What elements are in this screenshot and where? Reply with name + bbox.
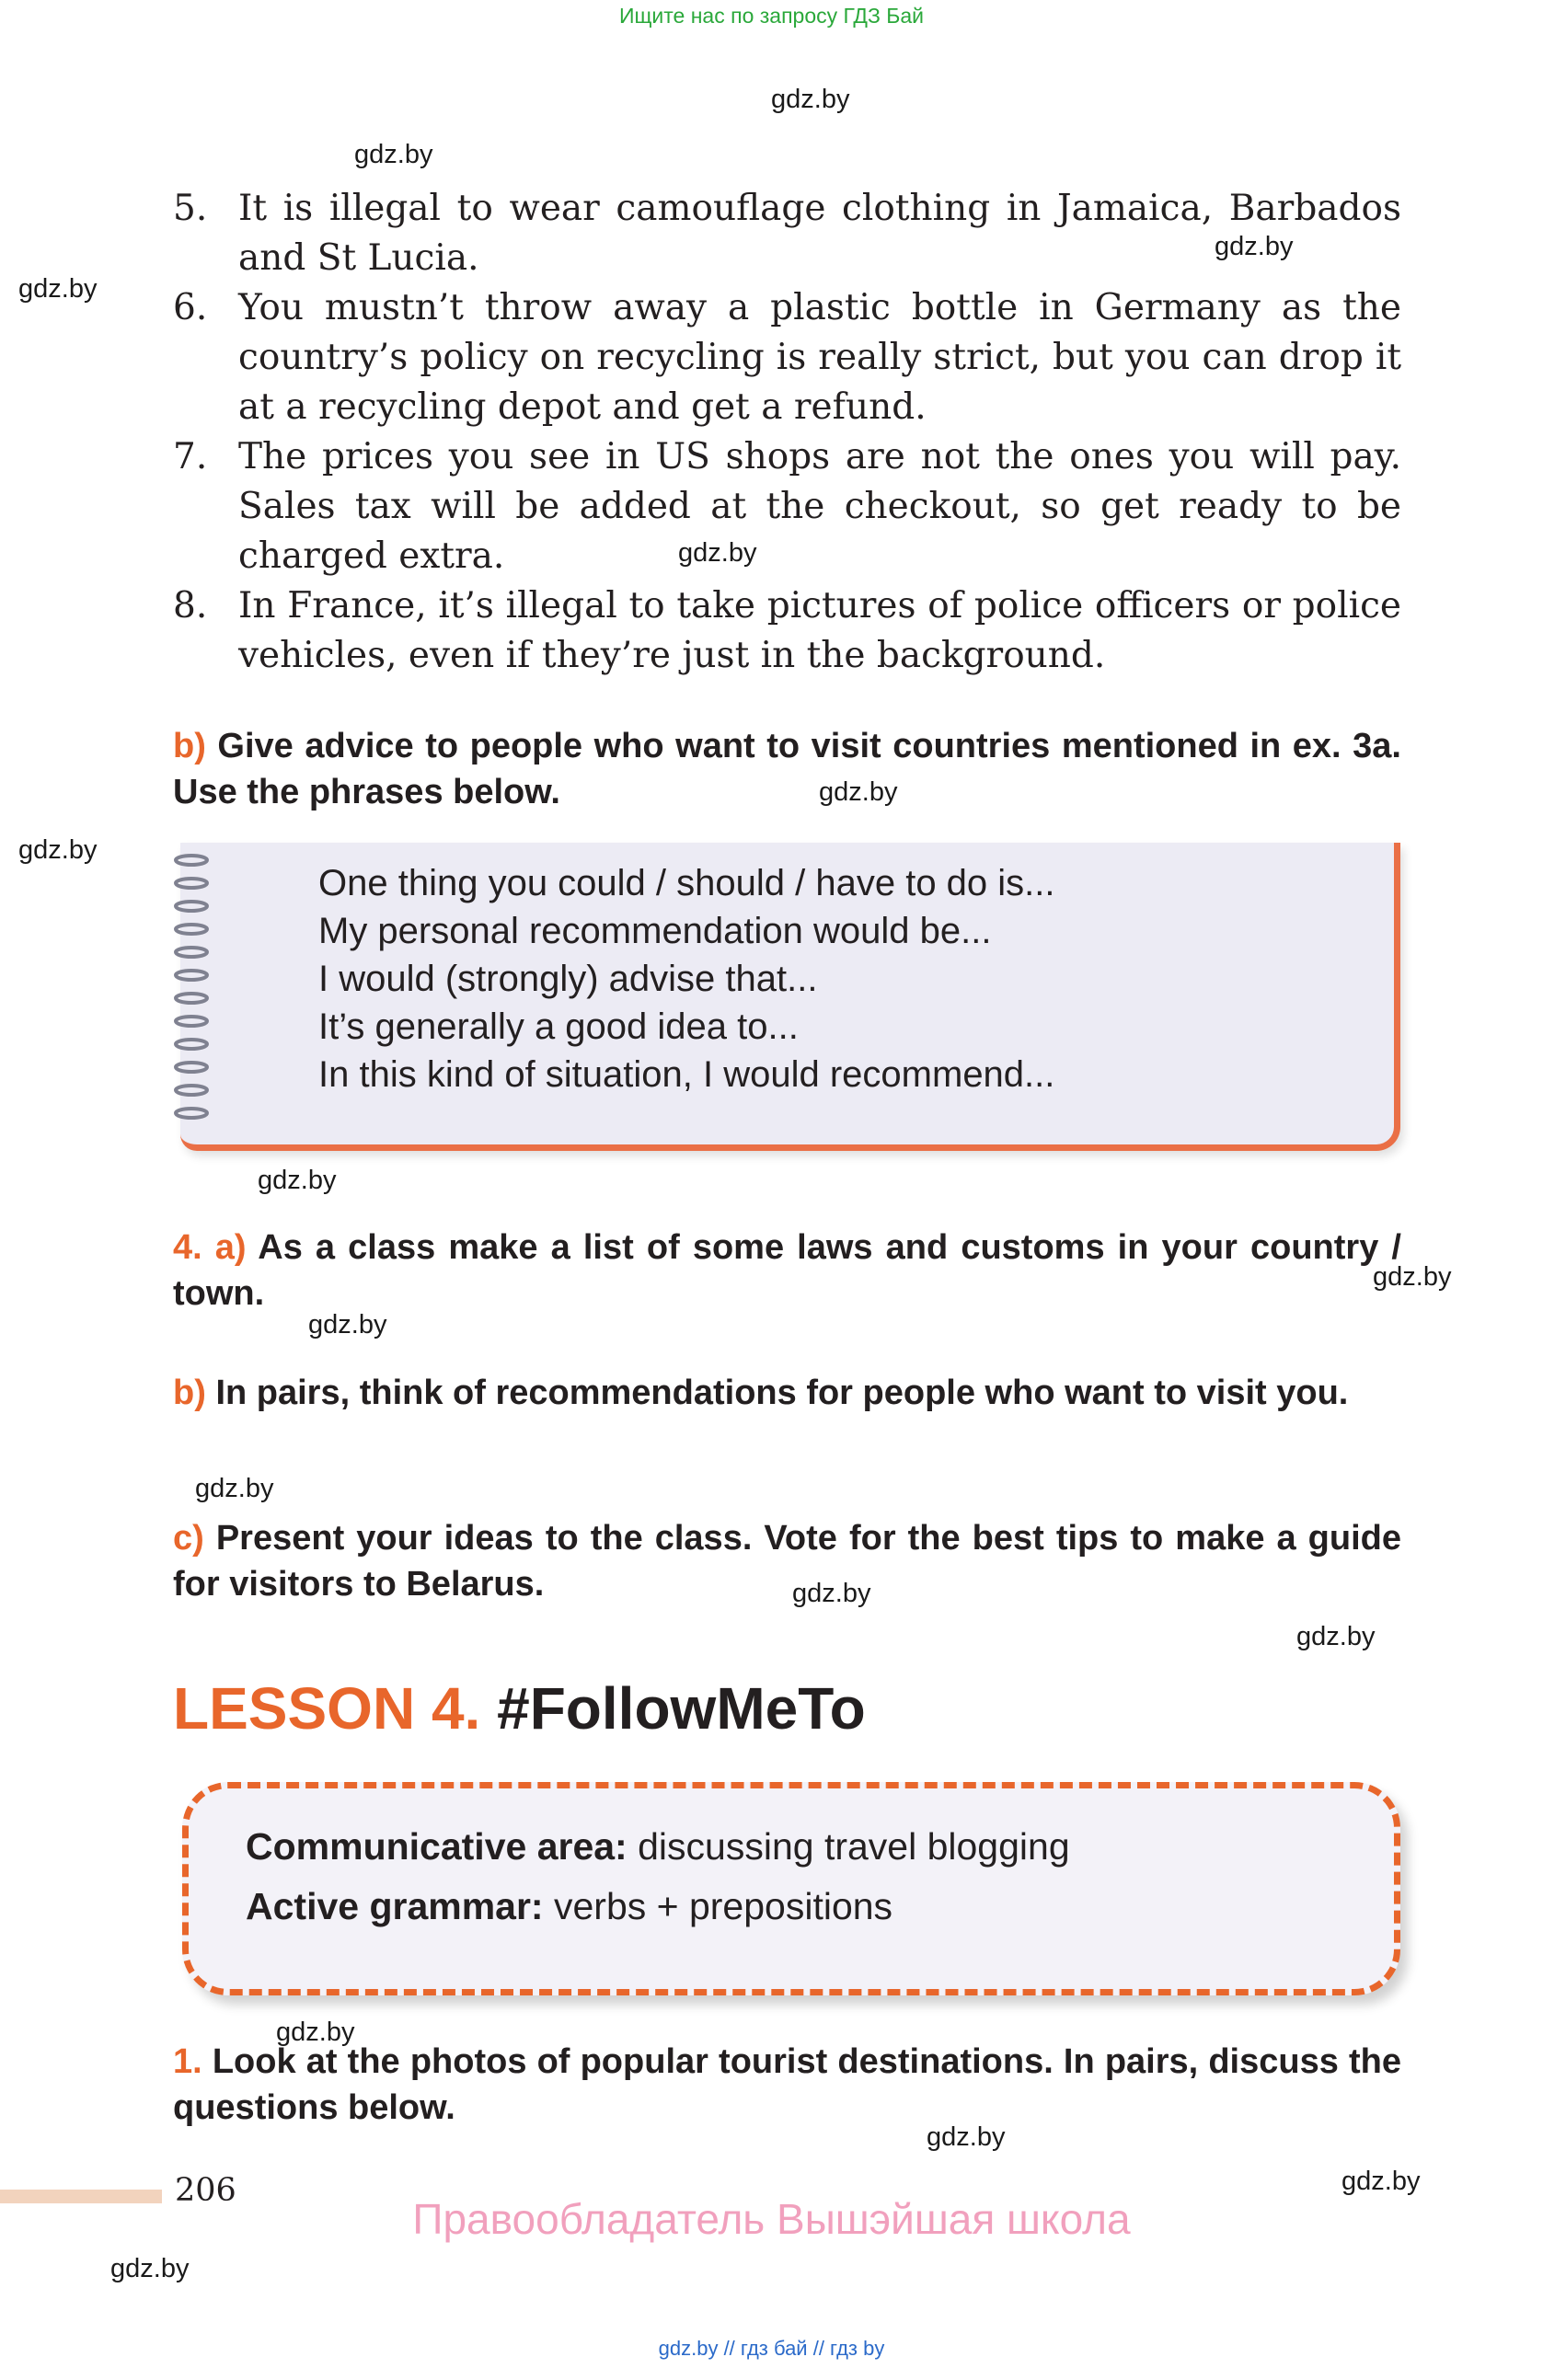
list-text: It is illegal to wear camouflage clothing in Jamaica, Barbados and St Lucia. [238, 188, 1401, 279]
task-1 [173, 2039, 1401, 2131]
task-4b [173, 1370, 1401, 1416]
lesson-heading [173, 1674, 866, 1742]
watermark: gdz.by [18, 835, 98, 865]
communicative-area [246, 1825, 1070, 1868]
page-number: 206 [175, 2172, 236, 2209]
list-text: You mustn’t throw away a plastic bottle in Germany as the country’s policy on recycling is really strict, but you can drop it at a recycling depot and get a refund. [238, 287, 1401, 428]
lesson-label: LESSON 4. [173, 1675, 481, 1742]
rights-holder: Правообладатель Вышэйшая школа [412, 2195, 1131, 2243]
task-marker: 4. a) [173, 1228, 247, 1267]
list-number: 6. [173, 287, 208, 328]
info-label: Communicative area: [246, 1825, 628, 1868]
task-marker: b) [173, 727, 206, 765]
task-3b [173, 723, 1401, 815]
watermark: gdz.by [771, 85, 850, 114]
spiral-ring-icon [173, 1038, 210, 1051]
list-text: In France, it’s illegal to take pictures of police officers or police vehicles, even if they’re just in the background. [238, 585, 1401, 676]
spiral-ring-icon [173, 969, 210, 982]
active-grammar [246, 1885, 892, 1928]
task-text: Give advice to people who want to visit countries mentioned in ex. 3a. Use the phrases below. [173, 727, 1401, 811]
task-marker: b) [173, 1374, 206, 1412]
watermark: gdz.by [1341, 2167, 1421, 2196]
watermark: gdz.by [1215, 232, 1294, 261]
watermark: gdz.by [1296, 1622, 1376, 1651]
watermark: gdz.by [110, 2254, 190, 2283]
watermark: gdz.by [18, 274, 98, 304]
phrase: It’s generally a good idea to... [318, 1006, 799, 1047]
task-marker: c) [173, 1519, 204, 1558]
watermark: gdz.by [258, 1166, 337, 1195]
info-value: verbs + prepositions [553, 1885, 893, 1927]
phrase: One thing you could / should / have to do is... [318, 863, 1055, 903]
spiral-ring-icon [173, 1015, 210, 1028]
spiral-ring-icon [173, 992, 210, 1005]
task-4c [173, 1515, 1401, 1607]
task-text: Look at the photos of popular tourist destinations. In pairs, discuss the questions below. [173, 2042, 1401, 2127]
task-text: As a class make a list of some laws and customs in your country / town. [173, 1228, 1401, 1313]
watermark: gdz.by [1373, 1262, 1452, 1292]
watermark: gdz.by [819, 777, 898, 807]
lesson-title: #FollowMeTo [497, 1675, 866, 1742]
spiral-ring-icon [173, 1084, 210, 1097]
top-banner: Ищите нас по запросу ГДЗ Бай [618, 4, 925, 28]
spiral-ring-icon [173, 900, 210, 913]
phrase: In this kind of situation, I would recommend... [318, 1054, 1055, 1095]
task-text: Present your ideas to the class. Vote for the best tips to make a guide for visitors to Belarus. [173, 1519, 1401, 1604]
task-marker: 1. [173, 2042, 202, 2081]
phrase: My personal recommendation would be... [318, 911, 992, 951]
task-4a [173, 1224, 1401, 1316]
spiral-ring-icon [173, 1107, 210, 1120]
task-text: In pairs, think of recommendations for people who want to visit you. [215, 1374, 1349, 1412]
list-number: 8. [173, 585, 208, 627]
lesson-info-box [182, 1782, 1400, 1995]
watermark: gdz.by [276, 2018, 355, 2047]
spiral-ring-icon [173, 854, 210, 867]
list-number: 7. [173, 436, 208, 477]
watermark: gdz.by [678, 538, 757, 568]
watermark: gdz.by [308, 1310, 387, 1339]
spiral-ring-icon [173, 946, 210, 959]
watermark: gdz.by [792, 1579, 871, 1608]
watermark: gdz.by [195, 1474, 274, 1503]
watermark: gdz.by [927, 2122, 1006, 2152]
info-label: Active grammar: [246, 1885, 544, 1927]
phrase: I would (strongly) advise that... [318, 959, 818, 999]
spiral-ring-icon [173, 877, 210, 890]
bottom-links[interactable]: gdz.by // гдз бай // гдз by [658, 2337, 885, 2360]
info-value: discussing travel blogging [638, 1825, 1070, 1868]
list-text: The prices you see in US shops are not the ones you will pay. Sales tax will be added at the checkout, so get ready to be charged extra. [238, 436, 1401, 577]
spiral-ring-icon [173, 923, 210, 936]
list-number: 5. [173, 188, 208, 229]
spiral-ring-icon [173, 1061, 210, 1074]
watermark: gdz.by [354, 140, 433, 169]
phrases-notebook [180, 843, 1400, 1151]
